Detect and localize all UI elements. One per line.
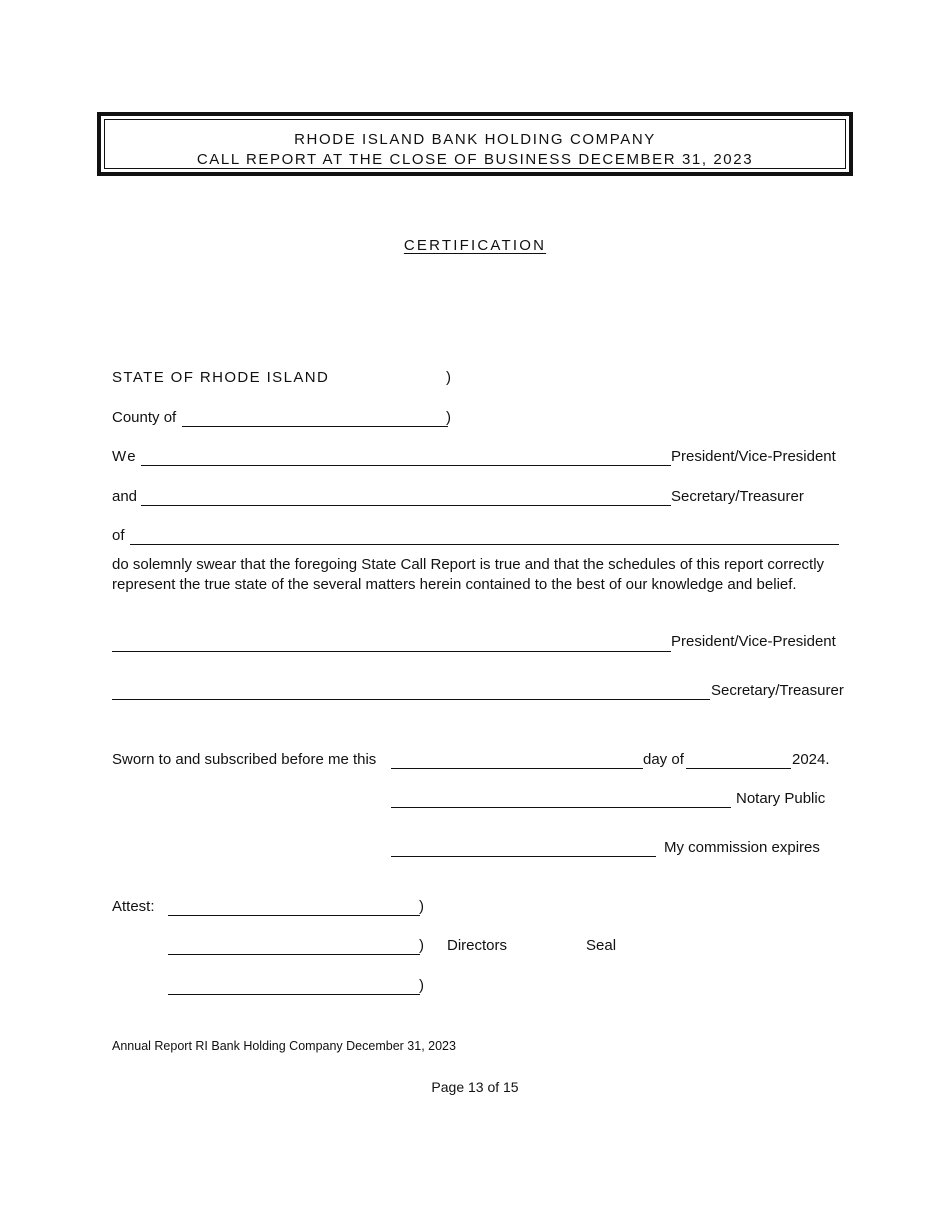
section-title-text: CERTIFICATION — [403, 237, 547, 254]
state-label: STATE OF RHODE ISLAND — [112, 369, 330, 386]
of-label: of — [112, 527, 125, 544]
president-title-label: President/Vice-President — [671, 448, 836, 465]
day-of-label: day of — [643, 751, 684, 768]
section-title — [0, 237, 950, 254]
year-label: 2024. — [792, 751, 830, 768]
attest-paren-2: ) — [419, 937, 424, 954]
header-title-line1: RHODE ISLAND BANK HOLDING COMPANY — [294, 131, 656, 148]
sworn-day-field[interactable] — [391, 768, 643, 769]
county-field[interactable] — [182, 426, 448, 427]
county-label: County of — [112, 409, 177, 426]
report-header-box — [97, 112, 853, 176]
director-signature-1[interactable] — [168, 915, 420, 916]
oath-paragraph: do solemnly swear that the foregoing State Call Report is true and that the schedules of this report correctly represent the true state of the several matters herein contained to the best of our knowledge and belief. — [112, 556, 825, 593]
secretary-signature-label: Secretary/Treasurer — [711, 682, 844, 699]
notary-label: Notary Public — [736, 790, 826, 807]
we-label: We — [112, 448, 138, 465]
secretary-name-field[interactable] — [141, 505, 671, 506]
president-signature-field[interactable] — [112, 651, 671, 652]
state-paren: ) — [446, 369, 451, 386]
county-paren: ) — [446, 409, 451, 426]
secretary-signature-field[interactable] — [112, 699, 710, 700]
president-name-field[interactable] — [141, 465, 671, 466]
attest-paren-3: ) — [419, 977, 424, 994]
commission-label: My commission expires — [664, 839, 820, 856]
commission-expires-field[interactable] — [391, 856, 656, 857]
footer-note: Annual Report RI Bank Holding Company December 31, 2023 — [112, 1039, 456, 1053]
and-label: and — [112, 488, 138, 505]
president-signature-label: President/Vice-President — [671, 633, 836, 650]
director-signature-2[interactable] — [168, 954, 420, 955]
sworn-month-field[interactable] — [686, 768, 791, 769]
secretary-title-label: Secretary/Treasurer — [671, 488, 804, 505]
attest-label: Attest: — [112, 898, 155, 915]
directors-label: Directors — [447, 937, 508, 954]
director-signature-3[interactable] — [168, 994, 420, 995]
page-number: Page 13 of 15 — [431, 1079, 519, 1095]
company-name-field[interactable] — [130, 544, 839, 545]
header-title-line2: CALL REPORT AT THE CLOSE OF BUSINESS DECEMBER 31, 2023 — [196, 151, 754, 168]
seal-label: Seal — [586, 937, 617, 954]
attest-paren-1: ) — [419, 898, 424, 915]
notary-signature-field[interactable] — [391, 807, 731, 808]
sworn-label: Sworn to and subscribed before me this — [112, 751, 377, 768]
report-header-inner — [104, 119, 846, 169]
